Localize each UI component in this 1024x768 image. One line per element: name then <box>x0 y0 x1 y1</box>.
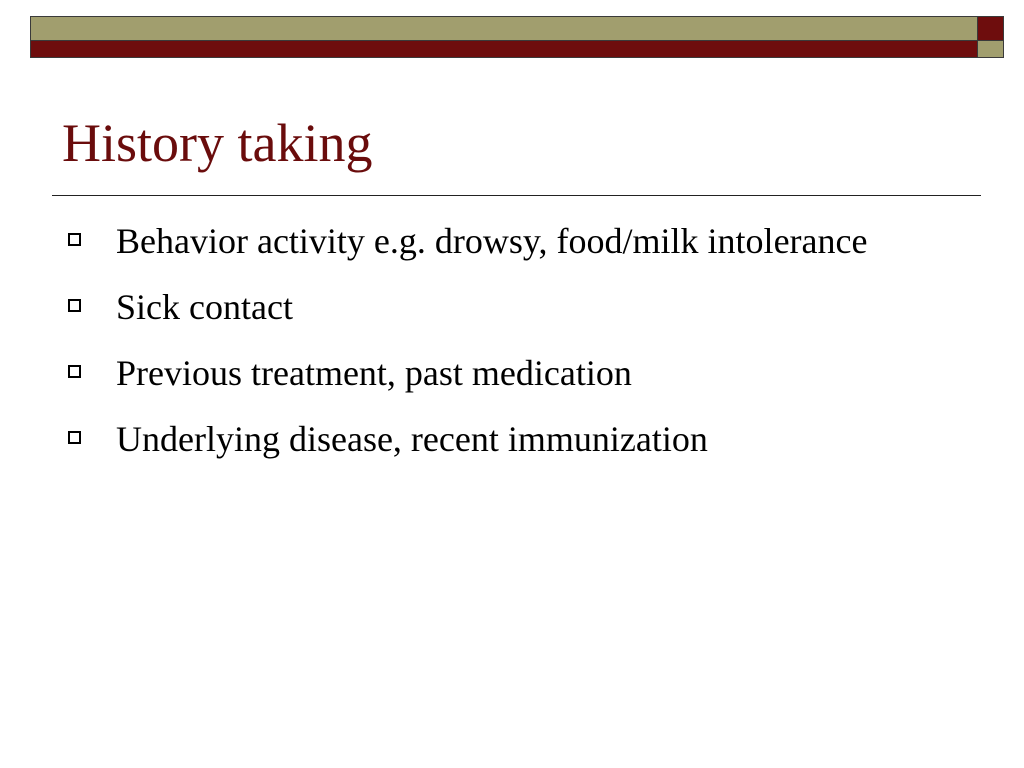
bullet-item <box>62 278 962 336</box>
header-corner-maroon <box>978 16 1004 41</box>
hollow-square-icon <box>68 431 81 444</box>
bullet-text: Underlying disease, recent immunization <box>116 419 708 459</box>
bullet-item <box>62 344 962 402</box>
bullet-item <box>62 212 962 270</box>
title-divider <box>52 195 981 196</box>
header-band-maroon <box>30 41 978 58</box>
hollow-square-icon <box>68 233 81 246</box>
bullet-list <box>62 212 962 476</box>
bullet-text: Behavior activity e.g. drowsy, food/milk intolerance <box>116 221 868 261</box>
header-corner-olive <box>978 41 1004 58</box>
header-band-olive <box>30 16 978 41</box>
bullet-item <box>62 410 962 468</box>
hollow-square-icon <box>68 299 81 312</box>
hollow-square-icon <box>68 365 81 378</box>
slide-title: History taking <box>62 113 373 173</box>
bullet-text: Previous treatment, past medication <box>116 353 632 393</box>
bullet-text: Sick contact <box>116 287 293 327</box>
